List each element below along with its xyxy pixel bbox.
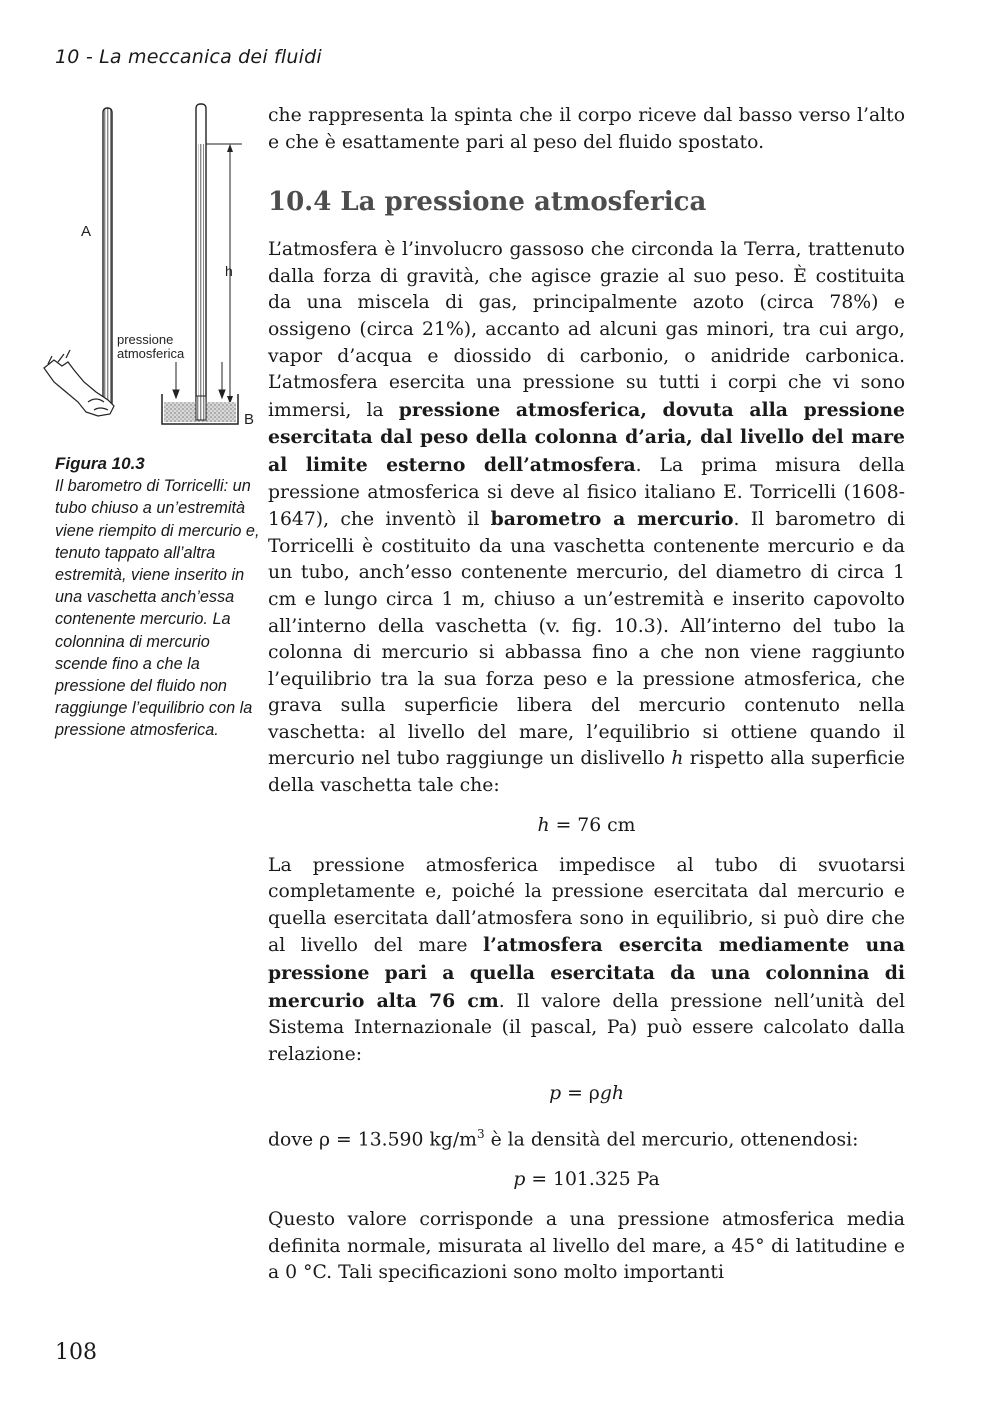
label-pressure-1: pressione — [117, 332, 174, 347]
figure-caption — [55, 453, 260, 742]
label-a: A — [81, 223, 92, 240]
page-number: 108 — [55, 1340, 97, 1365]
paragraph-3: dove ρ = 13.590 $kg/m^3$ è la densità del mercurio, ottenendosi: — [268, 1127, 859, 1151]
paragraph-4: Questo valore corrisponde a una pressione atmosferica media definita normale, misurata al livello del mare, a 45° di latitudine e a 0 °C. Tali specificazioni sono molto importanti — [268, 1209, 905, 1284]
paragraph-1: L’atmosfera è l’involucro gassoso che circonda la Terra, trattenuto dalla forza di gravità, che agisce grazie al suo peso. È costituita da una miscela di gas, principalmente azoto (circa 78%) e ossigeno (circa 21%), accanto ad alcuni gas minori, tra cui argo, vapor d’acqua e diossido di carbonio, o anidride carbonica. L’atmosfera esercita una pressione su tutti i corpi che vi sono immersi, la pressione atmosferica, dovuta alla pressione esercitata dal peso della colonna d’aria, dal livello del mare al limite esterno dell’atmosfera. La prima misura della pressione atmosferica si deve al fisico italiano E. Torricelli (1608-1647), che inventò il barometro a mercurio. Il barometro di Torricelli è costituito da una vaschetta contenente mercurio e da un tubo, anch’esso contenente mercurio, del diametro di circa 1 cm e lungo circa 1 m, chiuso a un’estremità e inserito capovolto all’interno della vaschetta (v. fig. 10.3). All’interno del tubo la colonna di mercurio si abbassa fino a che non viene raggiunto l’equilibrio tra la sua forza peso e la pressione atmosferica, che grava sulla superficie libera del mercurio contenuto nella vaschetta: al livello del mare, l’equilibrio si ottiene quando il mercurio nel tubo raggiunge un dislivello h rispetto alla superficie della vaschetta tale che: — [268, 239, 905, 797]
equation-h: h = 76 cm — [537, 814, 636, 836]
label-pressure-2: atmosferica — [117, 346, 185, 361]
caption-text: Il barometro di Torricelli: un tubo chiuso a un’estremità viene riempito di mercurio e, tenuto tappato all’altra estremità, viene inserito in una vaschetta anch’essa contenente mercurio. La colonnina di mercurio scende fino a che la pressione del fluido non raggiunge l’equilibrio con la pressione atmosferica. — [55, 477, 260, 740]
bold-term-barometer: barometro a mercurio — [490, 508, 734, 531]
equation-p-value: p = 101.325 Pa — [513, 1169, 660, 1191]
equation-p-rho-g-h: p = ρgh — [549, 1083, 624, 1105]
main-text-column — [268, 103, 905, 1287]
label-b: B — [244, 411, 255, 428]
barometer-figure — [38, 100, 263, 440]
bold-term-pressure: pressione atmosferica, dovuta alla pressione esercitata dal peso della colonna d’aria, dal livello del mare al limite esterno dell’atmosfera — [268, 398, 905, 476]
tube-a — [103, 108, 112, 410]
bold-statement: l’atmosfera esercita mediamente una pressione pari a quella esercitata da una colonnina di mercurio alta 76 cm — [268, 934, 905, 1012]
intro-paragraph: che rappresenta la spinta che il corpo riceve dal basso verso l’alto e che è esattamente pari al peso del fluido spostato. — [268, 105, 905, 153]
paragraph-2: La pressione atmosferica impedisce al tubo di svuotarsi completamente e, poiché la pressione esercitata dal mercurio e quella esercitata dall’atmosfera sono in equilibrio, si può dire che al livello del mare l’atmosfera esercita mediamente una pressione pari a quella esercitata da una colonnina di mercurio alta 76 cm. Il valore della pressione nell’unità del Sistema Internazionale (il pascal, Pa) può essere calcolato dalla relazione: — [268, 854, 905, 1065]
label-h: h — [225, 263, 233, 279]
mercury-dish — [162, 394, 238, 424]
torricelli-barometer-illustration — [38, 100, 263, 440]
caption-title: Figura 10.3 — [55, 454, 145, 473]
tube-b — [196, 104, 242, 418]
section-title: 10.4 La pressione atmosferica — [268, 187, 707, 218]
running-head: 10 - La meccanica dei fluidi — [55, 46, 322, 68]
